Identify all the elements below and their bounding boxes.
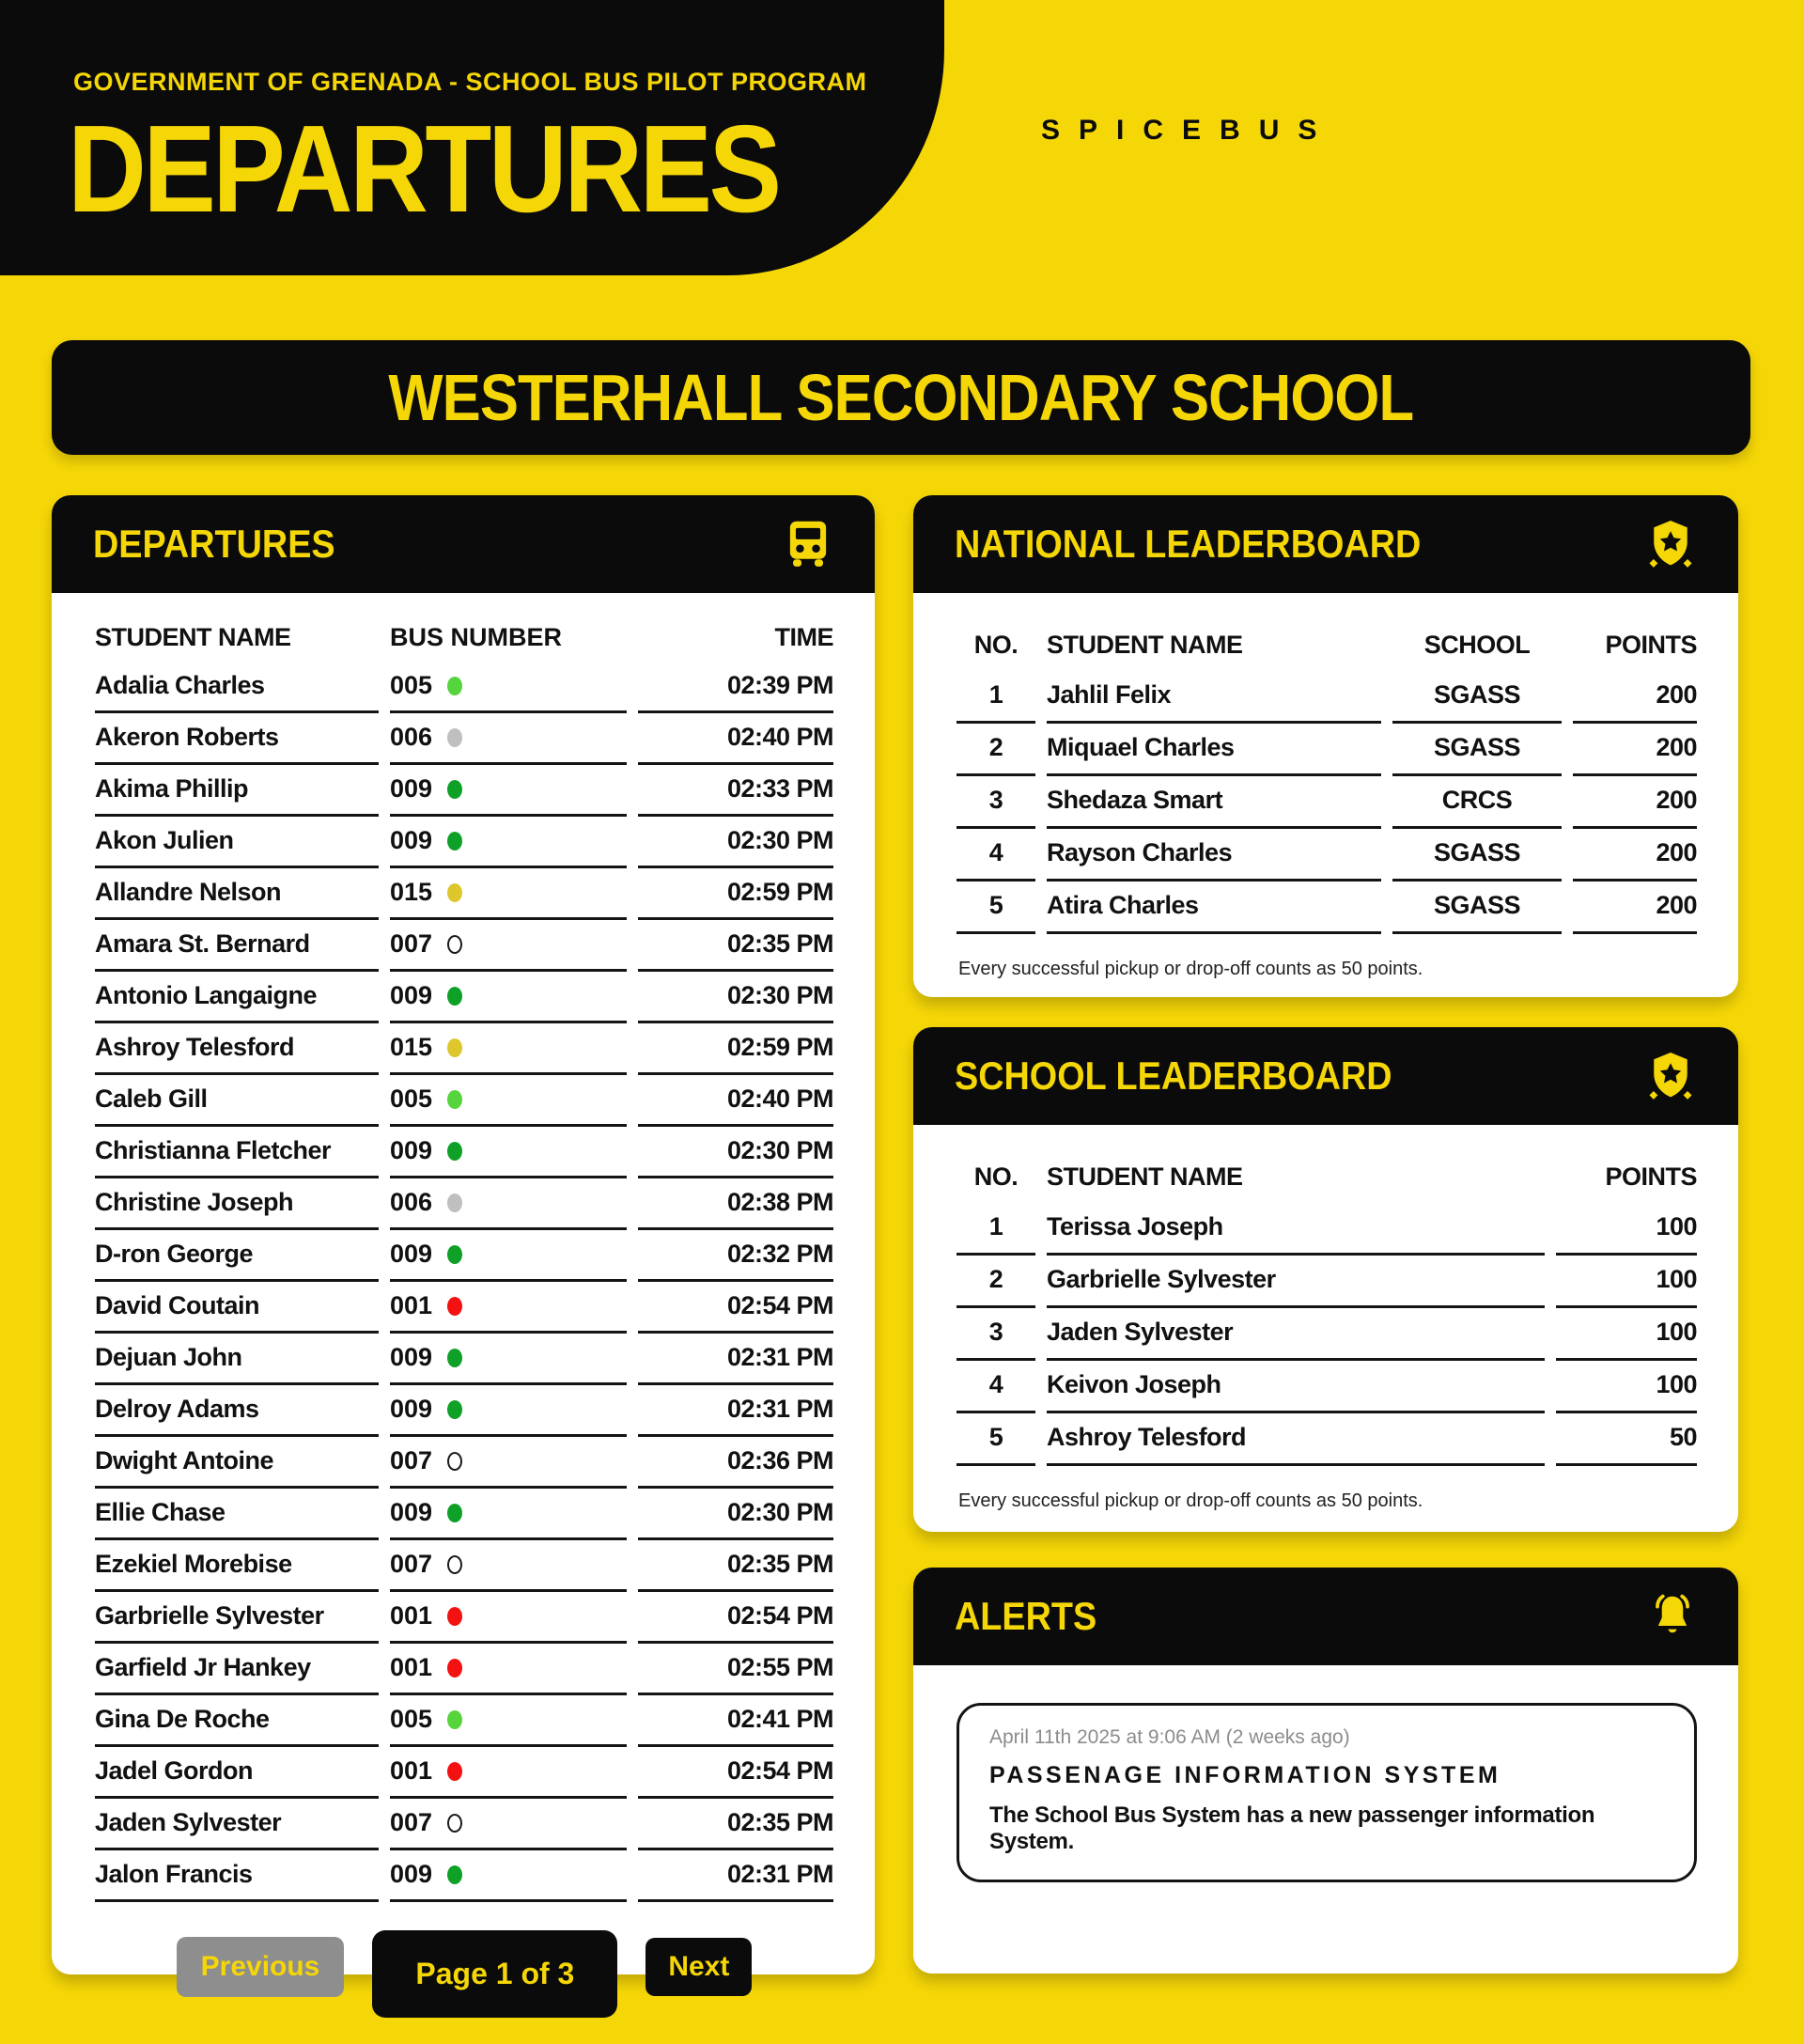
- bus-number: 005: [390, 1084, 433, 1113]
- bus-number: 007: [390, 1446, 433, 1474]
- bus-number-cell: [390, 1023, 627, 1075]
- points-cell: 50: [1556, 1413, 1697, 1466]
- school-cell: CRCS: [1392, 776, 1562, 829]
- previous-button[interactable]: Previous: [177, 1937, 345, 1997]
- bus-number: 009: [390, 1498, 433, 1526]
- table-row: [95, 1334, 833, 1385]
- bus-number: 009: [390, 1136, 433, 1164]
- alert-body: The School Bus System has a new passenger information System.: [989, 1802, 1595, 1854]
- bus-number: 009: [390, 1395, 433, 1423]
- national-leaderboard-header: [913, 495, 1738, 593]
- departures-panel-header: [52, 495, 875, 593]
- school-leaderboard-title: SCHOOL LEADERBOARD: [955, 1053, 1392, 1098]
- bus-number: 015: [390, 878, 433, 906]
- bus-number-cell: [390, 1747, 627, 1799]
- bus-status-dot-red: [447, 1762, 462, 1781]
- bus-number: 007: [390, 1808, 433, 1836]
- bus-number-cell: [390, 1644, 627, 1695]
- bus-number-cell: [390, 1230, 627, 1282]
- student-name-cell: Jaden Sylvester: [95, 1799, 379, 1850]
- bus-status-dot-red: [447, 1297, 462, 1316]
- bus-status-dot-green: [447, 1349, 462, 1367]
- student-name-cell: Jalon Francis: [95, 1850, 379, 1902]
- time-cell: 02:30 PM: [638, 972, 833, 1023]
- school-banner: [52, 340, 1750, 455]
- bus-number-cell: [390, 1799, 627, 1850]
- student-name-cell: Akon Julien: [95, 817, 379, 868]
- bus-status-dot-green: [447, 987, 462, 1006]
- student-name-cell: Atira Charles: [1047, 882, 1381, 934]
- table-row: [95, 1695, 833, 1747]
- table-row: [95, 1799, 833, 1850]
- alert-heading: PASSENAGE INFORMATION SYSTEM: [989, 1762, 1501, 1788]
- time-cell: 02:40 PM: [638, 1075, 833, 1127]
- column-header-bus-number: BUS NUMBER: [390, 623, 563, 651]
- bus-status-dot-green: [447, 1865, 462, 1884]
- bus-number-cell: [390, 713, 627, 765]
- table-row: [95, 713, 833, 765]
- bus-number: 001: [390, 1601, 433, 1630]
- pagination: [95, 1923, 833, 2010]
- bus-status-dot-green: [447, 1504, 462, 1522]
- bus-number: 006: [390, 723, 433, 751]
- time-cell: 02:59 PM: [638, 1023, 833, 1075]
- bus-number: 001: [390, 1653, 433, 1681]
- table-row: [95, 1230, 833, 1282]
- rank-cell: 1: [956, 671, 1035, 724]
- time-cell: 02:35 PM: [638, 920, 833, 972]
- time-cell: 02:54 PM: [638, 1747, 833, 1799]
- bus-status-dot-gray: [447, 1194, 462, 1212]
- points-cell: 200: [1573, 671, 1697, 724]
- bus-status-dot-green: [447, 780, 462, 799]
- student-name-cell: Miquael Charles: [1047, 724, 1381, 776]
- alerts-panel: [913, 1568, 1738, 1974]
- column-header-no: NO.: [973, 1162, 1019, 1191]
- departures-table-header: [95, 617, 833, 662]
- rank-cell: 5: [956, 882, 1035, 934]
- bus-number-cell: [390, 1282, 627, 1334]
- school-leaderboard-table: [913, 1125, 1738, 1512]
- bus-number-cell: [390, 1437, 627, 1489]
- bus-status-dot-white: [447, 935, 462, 954]
- bus-status-dot-red: [447, 1607, 462, 1626]
- time-cell: 02:30 PM: [638, 1127, 833, 1178]
- school-leaderboard-header: [913, 1027, 1738, 1125]
- table-row: [95, 662, 833, 713]
- bell-icon: [1648, 1592, 1697, 1641]
- student-name-cell: Caleb Gill: [95, 1075, 379, 1127]
- student-name-cell: Keivon Joseph: [1047, 1361, 1545, 1413]
- departures-table: [52, 593, 875, 2010]
- leaderboard-footnote: Every successful pickup or drop-off counts as 50 points.: [958, 959, 1423, 979]
- bus-number-cell: [390, 1334, 627, 1385]
- bus-number-cell: [390, 920, 627, 972]
- bus-status-dot-red: [447, 1659, 462, 1677]
- table-row: [956, 671, 1697, 724]
- departures-panel-title: DEPARTURES: [93, 522, 335, 566]
- bus-status-dot-green: [447, 1245, 462, 1264]
- student-name-cell: Christianna Fletcher: [95, 1127, 379, 1178]
- student-name-cell: Akeron Roberts: [95, 713, 379, 765]
- bus-status-dot-green: [447, 1142, 462, 1161]
- rank-cell: 1: [956, 1203, 1035, 1256]
- student-name-cell: Dwight Antoine: [95, 1437, 379, 1489]
- time-cell: 02:31 PM: [638, 1334, 833, 1385]
- student-name-cell: Antonio Langaigne: [95, 972, 379, 1023]
- time-cell: 02:31 PM: [638, 1385, 833, 1437]
- table-row: [95, 1850, 833, 1902]
- table-row: [95, 1127, 833, 1178]
- time-cell: 02:33 PM: [638, 765, 833, 817]
- table-row: [95, 1489, 833, 1540]
- bus-number-cell: [390, 868, 627, 920]
- bus-number-cell: [390, 1592, 627, 1644]
- bus-number: 009: [390, 1860, 433, 1888]
- bus-icon: [783, 519, 833, 570]
- column-header-student-name: STUDENT NAME: [1047, 631, 1243, 659]
- table-row: [956, 724, 1697, 776]
- time-cell: 02:30 PM: [638, 1489, 833, 1540]
- column-header-points: POINTS: [1605, 1162, 1697, 1191]
- bus-number: 001: [390, 1291, 433, 1319]
- national-leaderboard-table: [913, 593, 1738, 980]
- table-row: [956, 1413, 1697, 1466]
- student-name-cell: Amara St. Bernard: [95, 920, 379, 972]
- time-cell: 02:36 PM: [638, 1437, 833, 1489]
- bus-number: 005: [390, 671, 433, 699]
- rank-cell: 4: [956, 829, 1035, 882]
- bus-status-dot-white: [447, 1555, 462, 1574]
- table-row: [95, 1437, 833, 1489]
- bus-status-dot-white: [447, 1452, 462, 1471]
- bus-number: 015: [390, 1033, 433, 1061]
- student-name-cell: Ashroy Telesford: [1047, 1413, 1545, 1466]
- bus-number-cell: [390, 1075, 627, 1127]
- alert-timestamp: April 11th 2025 at 9:06 AM (2 weeks ago): [989, 1726, 1350, 1748]
- leaderboard-footnote: Every successful pickup or drop-off counts as 50 points.: [958, 1490, 1423, 1511]
- bus-number-cell: [390, 1489, 627, 1540]
- bus-number-cell: [390, 1695, 627, 1747]
- bus-number-cell: [390, 1540, 627, 1592]
- rank-cell: 2: [956, 1256, 1035, 1308]
- student-name-cell: Ashroy Telesford: [95, 1023, 379, 1075]
- table-row: [95, 972, 833, 1023]
- rank-cell: 3: [956, 1308, 1035, 1361]
- table-row: [95, 920, 833, 972]
- student-name-cell: Ellie Chase: [95, 1489, 379, 1540]
- bus-number: 006: [390, 1188, 433, 1216]
- time-cell: 02:41 PM: [638, 1695, 833, 1747]
- table-row: [956, 1256, 1697, 1308]
- student-name-cell: Garfield Jr Hankey: [95, 1644, 379, 1695]
- student-name-cell: Gina De Roche: [95, 1695, 379, 1747]
- table-row: [95, 1023, 833, 1075]
- alerts-list: [913, 1665, 1738, 1882]
- bus-status-dot-green: [447, 832, 462, 850]
- points-cell: 100: [1556, 1308, 1697, 1361]
- bus-number-cell: [390, 765, 627, 817]
- bus-status-dot-lightgreen: [447, 1710, 462, 1729]
- student-name-cell: Rayson Charles: [1047, 829, 1381, 882]
- student-name-cell: Jadel Gordon: [95, 1747, 379, 1799]
- time-cell: 02:35 PM: [638, 1799, 833, 1850]
- column-header-student-name: STUDENT NAME: [1047, 1162, 1243, 1191]
- rank-cell: 4: [956, 1361, 1035, 1413]
- next-button[interactable]: Next: [645, 1938, 752, 1996]
- bus-number: 005: [390, 1705, 433, 1733]
- bus-number: 001: [390, 1756, 433, 1785]
- time-cell: 02:54 PM: [638, 1592, 833, 1644]
- table-row: [956, 776, 1697, 829]
- column-header-school: SCHOOL: [1423, 631, 1531, 659]
- column-header-no: NO.: [973, 631, 1019, 659]
- time-cell: 02:35 PM: [638, 1540, 833, 1592]
- time-cell: 02:31 PM: [638, 1850, 833, 1902]
- bus-number-cell: [390, 1385, 627, 1437]
- points-cell: 200: [1573, 882, 1697, 934]
- column-header-time: TIME: [774, 623, 833, 651]
- student-name-cell: D-ron George: [95, 1230, 379, 1282]
- bus-number-cell: [390, 1178, 627, 1230]
- time-cell: 02:59 PM: [638, 868, 833, 920]
- table-row: [95, 817, 833, 868]
- bus-status-dot-gray: [447, 728, 462, 747]
- table-row: [95, 868, 833, 920]
- table-row: [95, 1592, 833, 1644]
- student-name-cell: Adalia Charles: [95, 662, 379, 713]
- table-row: [956, 1203, 1697, 1256]
- column-header-student-name: STUDENT NAME: [95, 623, 291, 651]
- time-cell: 02:38 PM: [638, 1178, 833, 1230]
- table-row: [95, 1385, 833, 1437]
- table-row: [95, 1644, 833, 1695]
- rank-cell: 5: [956, 1413, 1035, 1466]
- program-label: GOVERNMENT OF GRENADA - SCHOOL BUS PILOT PROGRAM: [73, 68, 867, 96]
- table-row: [95, 1282, 833, 1334]
- bus-number: 009: [390, 826, 433, 854]
- student-name-cell: Delroy Adams: [95, 1385, 379, 1437]
- rank-cell: 3: [956, 776, 1035, 829]
- national-leaderboard-panel: [913, 495, 1738, 997]
- time-cell: 02:54 PM: [638, 1282, 833, 1334]
- student-name-cell: Akima Phillip: [95, 765, 379, 817]
- time-cell: 02:32 PM: [638, 1230, 833, 1282]
- bus-number-cell: [390, 972, 627, 1023]
- points-cell: 100: [1556, 1203, 1697, 1256]
- bus-number: 007: [390, 929, 433, 958]
- student-name-cell: Garbrielle Sylvester: [95, 1592, 379, 1644]
- student-name-cell: Dejuan John: [95, 1334, 379, 1385]
- student-name-cell: Jahlil Felix: [1047, 671, 1381, 724]
- student-name-cell: Terissa Joseph: [1047, 1203, 1545, 1256]
- time-cell: 02:40 PM: [638, 713, 833, 765]
- student-name-cell: Christine Joseph: [95, 1178, 379, 1230]
- national-leaderboard-title: NATIONAL LEADERBOARD: [955, 522, 1422, 566]
- page-indicator: Page 1 of 3: [372, 1930, 617, 2018]
- bus-number: 009: [390, 981, 433, 1009]
- school-cell: SGASS: [1392, 671, 1562, 724]
- brand-spicebus: SPICEBUS: [1041, 115, 1336, 146]
- table-row: [95, 1747, 833, 1799]
- bus-number-cell: [390, 1127, 627, 1178]
- time-cell: 02:30 PM: [638, 817, 833, 868]
- student-name-cell: Garbrielle Sylvester: [1047, 1256, 1545, 1308]
- school-cell: SGASS: [1392, 724, 1562, 776]
- table-row: [95, 1178, 833, 1230]
- student-name-cell: Shedaza Smart: [1047, 776, 1381, 829]
- school-leaderboard-table-header: [956, 1153, 1697, 1203]
- column-header-points: POINTS: [1605, 631, 1697, 659]
- bus-number-cell: [390, 817, 627, 868]
- national-leaderboard-table-header: [956, 621, 1697, 671]
- table-row: [95, 1540, 833, 1592]
- table-row: [956, 882, 1697, 934]
- school-banner-label: WESTERHALL SECONDARY SCHOOL: [388, 361, 1414, 434]
- bus-status-dot-lightgreen: [447, 677, 462, 695]
- points-cell: 100: [1556, 1361, 1697, 1413]
- school-cell: SGASS: [1392, 829, 1562, 882]
- award-badge-icon: [1644, 518, 1697, 570]
- points-cell: 200: [1573, 776, 1697, 829]
- table-row: [956, 1361, 1697, 1413]
- student-name-cell: Jaden Sylvester: [1047, 1308, 1545, 1361]
- points-cell: 200: [1573, 724, 1697, 776]
- table-row: [95, 765, 833, 817]
- time-cell: 02:39 PM: [638, 662, 833, 713]
- bus-status-dot-green: [447, 1400, 462, 1419]
- award-badge-icon: [1644, 1050, 1697, 1102]
- bus-status-dot-yellow: [447, 1038, 462, 1057]
- alerts-panel-header: [913, 1568, 1738, 1665]
- table-row: [956, 829, 1697, 882]
- points-cell: 100: [1556, 1256, 1697, 1308]
- page-title: DEPARTURES: [68, 100, 779, 238]
- bus-number: 009: [390, 1240, 433, 1268]
- alert-item: [956, 1703, 1697, 1882]
- app-header: [0, 0, 944, 275]
- alerts-panel-title: ALERTS: [955, 1594, 1097, 1638]
- bus-status-dot-white: [447, 1814, 462, 1833]
- departures-panel: [52, 495, 875, 1990]
- bus-status-dot-yellow: [447, 883, 462, 902]
- rank-cell: 2: [956, 724, 1035, 776]
- time-cell: 02:55 PM: [638, 1644, 833, 1695]
- bus-number: 009: [390, 1343, 433, 1371]
- student-name-cell: Ezekiel Morebise: [95, 1540, 379, 1592]
- school-cell: SGASS: [1392, 882, 1562, 934]
- bus-number-cell: [390, 1850, 627, 1902]
- school-leaderboard-panel: [913, 1027, 1738, 1532]
- points-cell: 200: [1573, 829, 1697, 882]
- bus-status-dot-lightgreen: [447, 1090, 462, 1109]
- student-name-cell: Allandre Nelson: [95, 868, 379, 920]
- bus-number-cell: [390, 662, 627, 713]
- bus-number: 007: [390, 1550, 433, 1578]
- bus-number: 009: [390, 774, 433, 803]
- table-row: [95, 1075, 833, 1127]
- student-name-cell: David Coutain: [95, 1282, 379, 1334]
- table-row: [956, 1308, 1697, 1361]
